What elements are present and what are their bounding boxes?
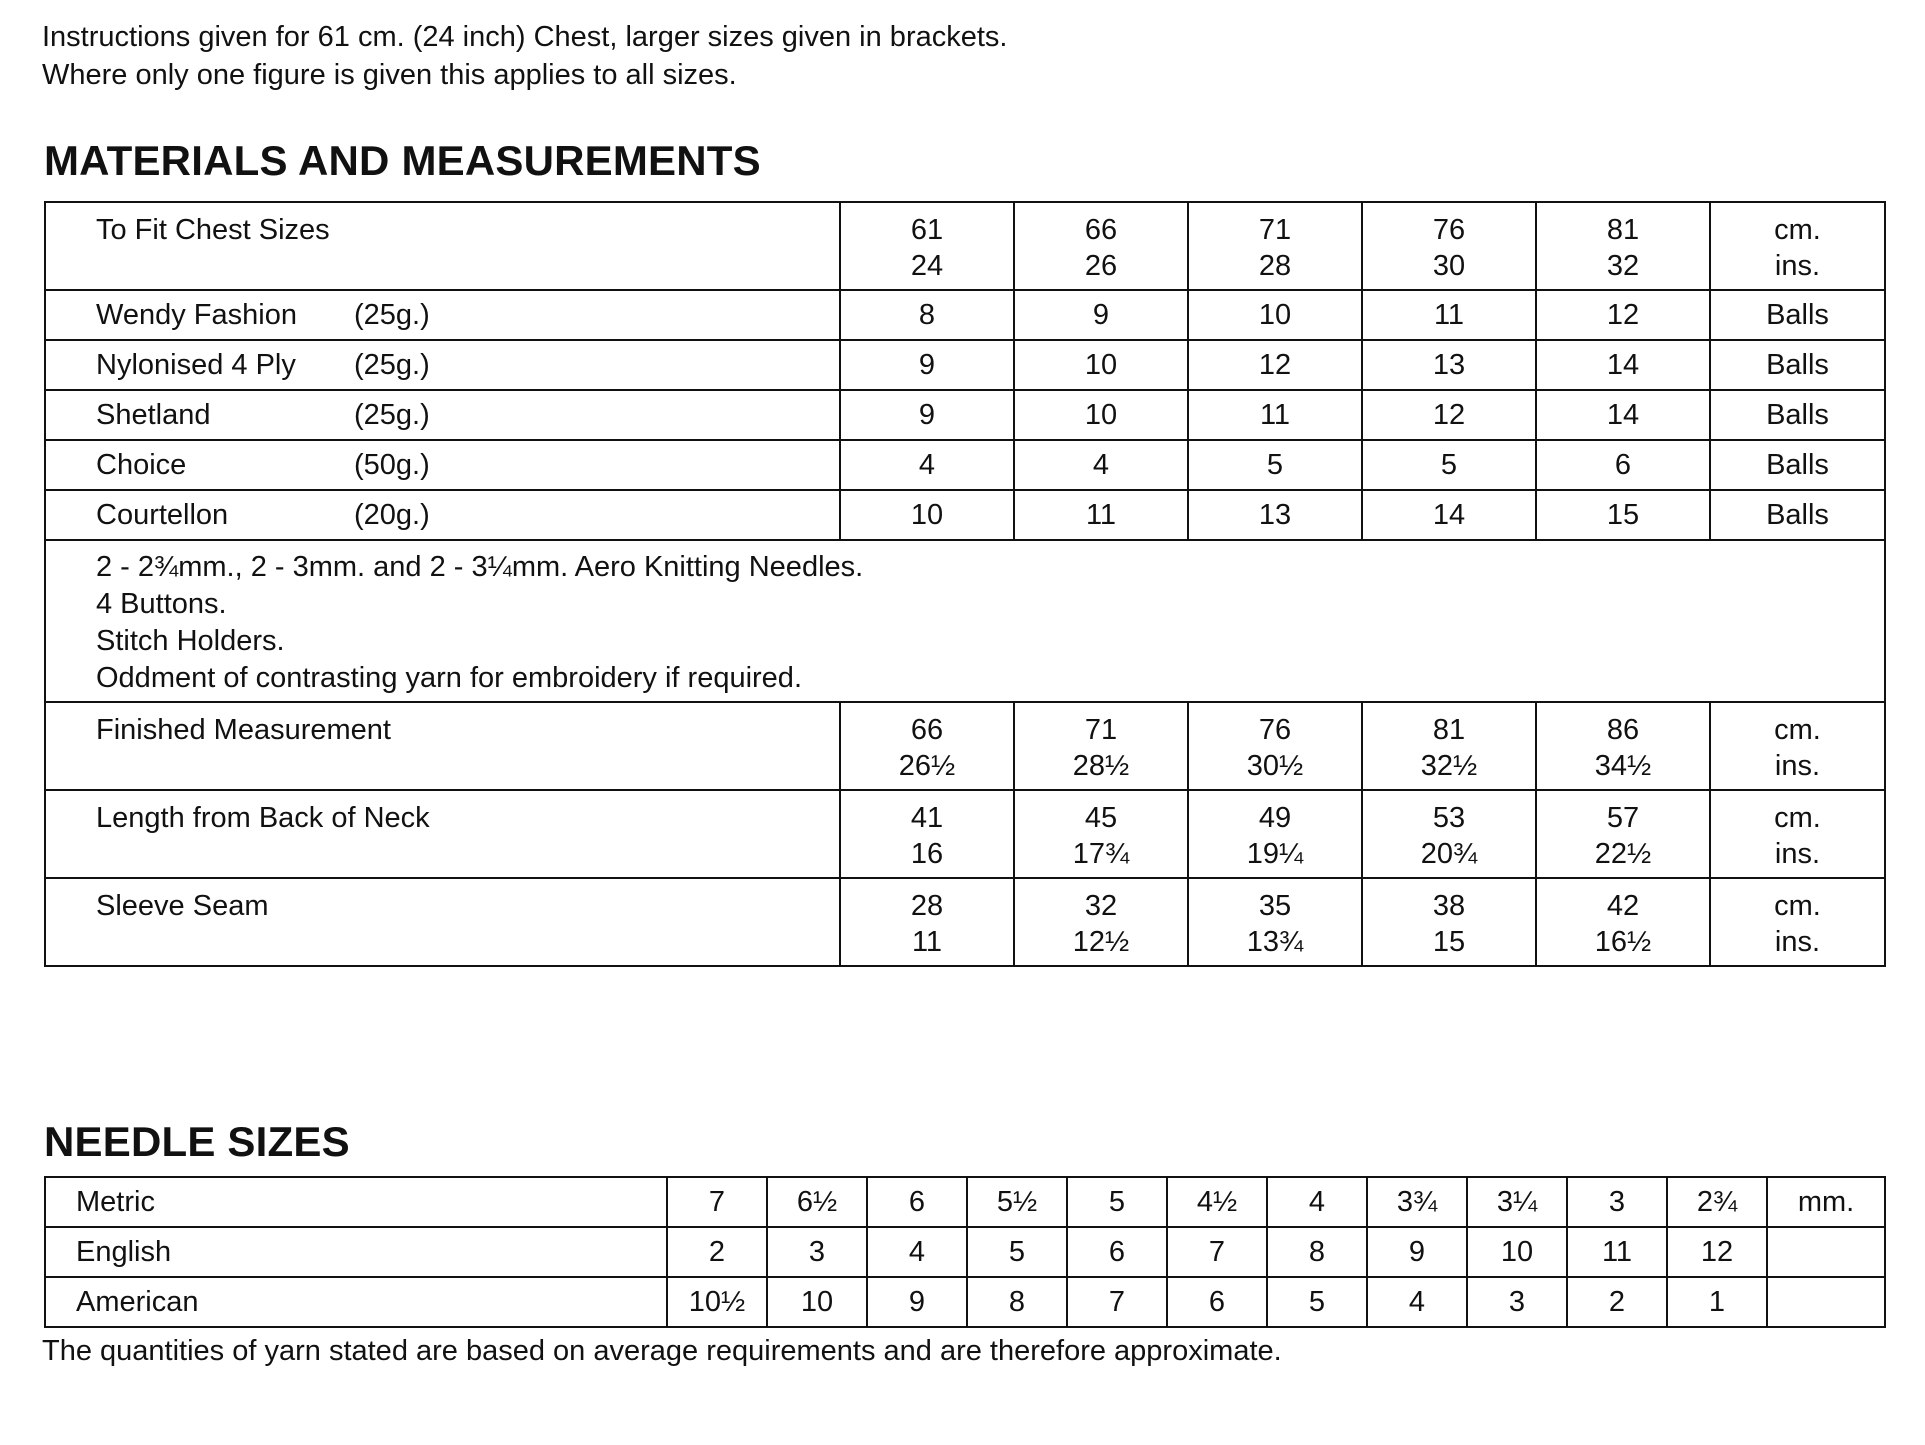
yarn-row [45,390,1885,440]
measurement-row [45,702,1885,790]
value-cm: 81 [1432,714,1466,746]
value-ins: 32½ [1420,750,1478,782]
table-cell: 10 [1188,290,1362,340]
unit-ins: ins. [1774,750,1821,782]
table-cell: 10 [1014,390,1188,440]
value-cm: 71 [1084,714,1118,746]
table-cell [840,790,1014,878]
unit-cell: Balls [1710,440,1885,490]
value-cm: 66 [910,714,944,746]
unit-cm: cm. [1774,214,1821,246]
row-label-cell [45,202,840,290]
value-cm: 76 [1258,714,1292,746]
note-line: 2 - 2¾mm., 2 - 3mm. and 2 - 3¼mm. Aero Knitting Needles. [96,551,864,583]
table-cell [1188,878,1362,966]
value-cm: 53 [1432,802,1466,834]
notes-row [45,540,1885,702]
table-cell [1536,790,1710,878]
table-cell: 4 [1267,1177,1367,1227]
row-label: Finished Measurement [96,714,391,746]
table-cell: 12 [1362,390,1536,440]
materials-table [44,201,1886,967]
table-cell [1014,702,1188,790]
table-cell: 14 [1536,340,1710,390]
table-cell [1014,878,1188,966]
table-cell: 2¾ [1667,1177,1767,1227]
value-cm: 45 [1084,802,1118,834]
table-cell: 11 [1014,490,1188,540]
measurement-row [45,878,1885,966]
yarn-weight: (25g.) [354,299,430,331]
value-ins: 15 [1432,926,1466,958]
value-ins: 22½ [1594,838,1652,870]
yarn-weight: (20g.) [354,499,430,531]
table-cell [1014,790,1188,878]
note-line: 4 Buttons. [96,588,227,620]
value-ins: 32 [1606,250,1640,282]
needle-row [45,1177,1885,1227]
table-cell: 5 [1067,1177,1167,1227]
table-cell: 5 [1267,1277,1367,1327]
table-cell: 11 [1362,290,1536,340]
table-cell: 9 [840,390,1014,440]
row-label-cell: Metric [45,1177,667,1227]
table-cell: 10 [1014,340,1188,390]
table-cell: 11 [1567,1227,1667,1277]
table-cell: 9 [1014,290,1188,340]
table-cell: 4 [867,1227,967,1277]
table-cell [1536,202,1710,290]
footer-note: The quantities of yarn stated are based on average requirements and are therefore approximate. [42,1335,1282,1367]
table-cell: 9 [1367,1227,1467,1277]
materials-heading: MATERIALS AND MEASUREMENTS [44,137,761,184]
unit-ins: ins. [1774,250,1821,282]
value-ins: 13¾ [1246,926,1304,958]
table-cell [840,878,1014,966]
table-cell [1536,878,1710,966]
table-cell: 9 [867,1277,967,1327]
unit-cell [1710,790,1885,878]
unit-cell: mm. [1767,1177,1885,1227]
unit-cm: cm. [1774,890,1821,922]
table-cell [1188,202,1362,290]
unit-cm: cm. [1774,714,1821,746]
table-cell [1188,790,1362,878]
table-cell: 13 [1362,340,1536,390]
table-cell: 5 [967,1227,1067,1277]
table-cell [1014,202,1188,290]
value-ins: 34½ [1594,750,1652,782]
table-cell [1188,702,1362,790]
value-cm: 42 [1606,890,1640,922]
unit-ins: ins. [1774,926,1821,958]
value-cm: 28 [910,890,944,922]
value-cm: 61 [910,214,944,246]
value-ins: 17¾ [1072,838,1130,870]
value-ins: 28 [1258,250,1292,282]
yarn-row [45,490,1885,540]
value-ins: 30 [1432,250,1466,282]
table-cell: 5 [1362,440,1536,490]
table-cell: 6 [1067,1227,1167,1277]
needle-sizes-table [44,1176,1886,1328]
unit-cell: Balls [1710,490,1885,540]
row-label-cell [45,390,840,440]
table-cell: 6 [1167,1277,1267,1327]
yarn-name: Shetland [96,399,211,431]
yarn-row [45,290,1885,340]
value-cm: 66 [1084,214,1118,246]
row-label-cell [45,290,840,340]
table-cell [1362,202,1536,290]
row-label-cell [45,878,840,966]
value-ins: 28½ [1072,750,1130,782]
table-cell: 10 [1467,1227,1567,1277]
intro-line: Where only one figure is given this applies to all sizes. [42,59,737,91]
unit-cell [1710,702,1885,790]
value-cm: 41 [910,802,944,834]
value-ins: 16 [910,838,944,870]
unit-cell [1710,878,1885,966]
unit-ins: ins. [1774,838,1821,870]
table-cell: 6½ [767,1177,867,1227]
value-cm: 38 [1432,890,1466,922]
note-line: Stitch Holders. [96,625,285,657]
value-cm: 35 [1258,890,1292,922]
table-cell: 6 [1536,440,1710,490]
table-cell: 4 [1014,440,1188,490]
unit-cell: Balls [1710,290,1885,340]
table-cell [1362,790,1536,878]
value-ins: 19¼ [1246,838,1304,870]
value-ins: 26½ [898,750,956,782]
yarn-name: Choice [96,449,187,481]
value-ins: 30½ [1246,750,1304,782]
needle-row [45,1277,1885,1327]
table-cell: 7 [1167,1227,1267,1277]
unit-cell: Balls [1710,340,1885,390]
table-cell: 1 [1667,1277,1767,1327]
row-label: To Fit Chest Sizes [96,214,330,246]
table-cell: 8 [840,290,1014,340]
table-cell [840,202,1014,290]
table-cell: 12 [1667,1227,1767,1277]
intro-line: Instructions given for 61 cm. (24 inch) Chest, larger sizes given in brackets. [42,21,1008,53]
value-ins: 11 [911,926,943,958]
value-cm: 76 [1432,214,1466,246]
table-cell: 15 [1536,490,1710,540]
row-label-cell [45,790,840,878]
table-cell: 2 [667,1227,767,1277]
value-cm: 81 [1606,214,1640,246]
table-cell: 10½ [667,1277,767,1327]
table-cell: 4½ [1167,1177,1267,1227]
row-label-cell [45,490,840,540]
table-cell: 3¾ [1367,1177,1467,1227]
needle-row [45,1227,1885,1277]
row-label: Length from Back of Neck [96,802,430,834]
value-ins: 16½ [1594,926,1652,958]
value-cm: 57 [1606,802,1640,834]
table-cell: 3 [1567,1177,1667,1227]
table-cell: 7 [1067,1277,1167,1327]
table-cell: 14 [1362,490,1536,540]
value-ins: 20¾ [1420,838,1478,870]
measurement-row [45,790,1885,878]
table-cell: 10 [840,490,1014,540]
table-cell: 4 [1367,1277,1467,1327]
table-cell: 3 [1467,1277,1567,1327]
unit-cm: cm. [1774,802,1821,834]
yarn-row [45,340,1885,390]
yarn-name: Nylonised 4 Ply [96,349,296,381]
intro-text [42,18,1007,94]
yarn-weight: (50g.) [354,449,430,481]
value-cm: 86 [1606,714,1640,746]
table-cell: 11 [1188,390,1362,440]
yarn-weight: (25g.) [354,399,430,431]
row-label-cell [45,340,840,390]
needle-sizes-heading: NEEDLE SIZES [44,1118,350,1165]
unit-cell: Balls [1710,390,1885,440]
yarn-weight: (25g.) [354,349,430,381]
table-cell: 4 [840,440,1014,490]
table-cell: 12 [1188,340,1362,390]
table-cell: 7 [667,1177,767,1227]
table-cell: 5½ [967,1177,1067,1227]
chest-sizes-row [45,202,1885,290]
table-cell: 2 [1567,1277,1667,1327]
note-line: Oddment of contrasting yarn for embroidery if required. [96,662,802,694]
table-cell: 6 [867,1177,967,1227]
table-cell: 5 [1188,440,1362,490]
yarn-name: Wendy Fashion [96,299,297,331]
table-cell [840,702,1014,790]
row-label-cell: American [45,1277,667,1327]
table-cell [1362,878,1536,966]
unit-cell [1767,1227,1885,1277]
table-cell: 9 [840,340,1014,390]
value-cm: 32 [1084,890,1118,922]
table-cell: 3¼ [1467,1177,1567,1227]
value-cm: 71 [1258,214,1292,246]
table-cell: 8 [1267,1227,1367,1277]
row-label-cell [45,440,840,490]
table-cell: 14 [1536,390,1710,440]
unit-cell [1710,202,1885,290]
table-cell [1536,702,1710,790]
yarn-row [45,440,1885,490]
yarn-name: Courtellon [96,499,229,531]
table-cell: 10 [767,1277,867,1327]
table-cell: 12 [1536,290,1710,340]
row-label-cell [45,702,840,790]
value-ins: 26 [1084,250,1118,282]
value-cm: 49 [1258,802,1292,834]
table-cell: 13 [1188,490,1362,540]
unit-cell [1767,1277,1885,1327]
table-cell [1362,702,1536,790]
notes-cell [45,540,1885,702]
table-cell: 8 [967,1277,1067,1327]
value-ins: 24 [910,250,944,282]
value-ins: 12½ [1072,926,1130,958]
table-cell: 3 [767,1227,867,1277]
row-label: Sleeve Seam [96,890,269,922]
row-label-cell: English [45,1227,667,1277]
